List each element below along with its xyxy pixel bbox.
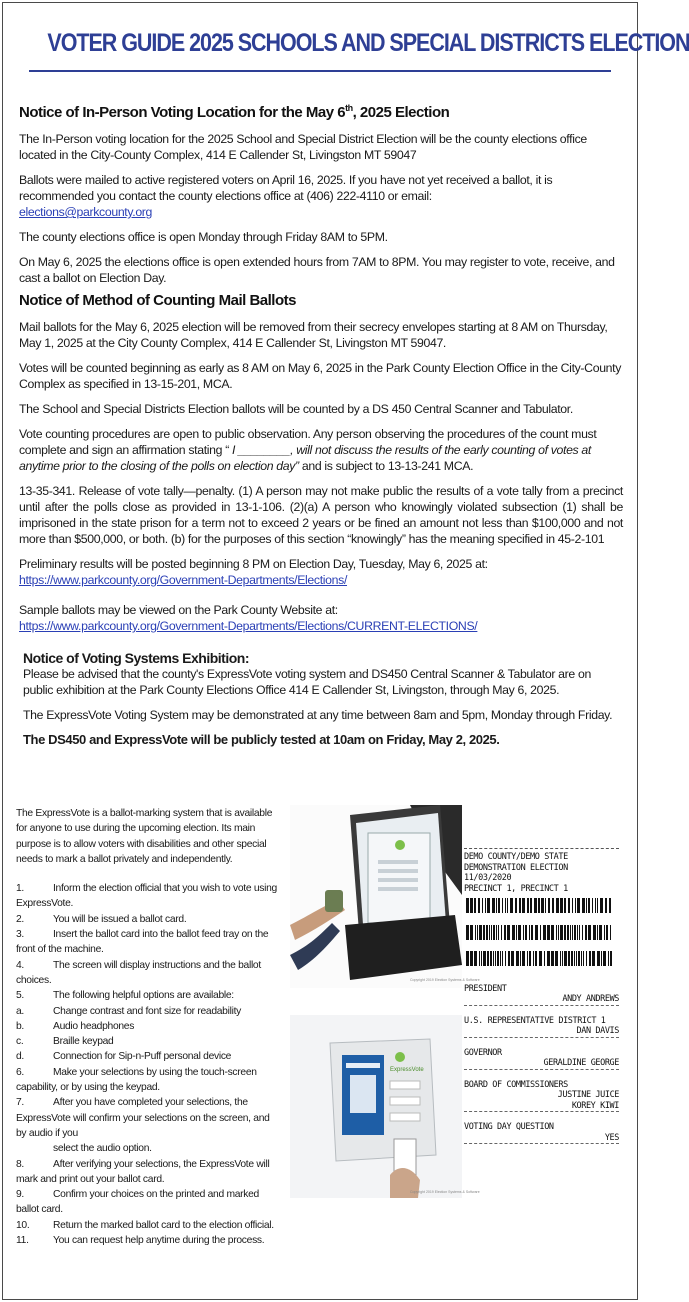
barcode-bar [512, 925, 515, 940]
barcode-bar [479, 951, 480, 966]
barcode-bar [599, 925, 602, 940]
step-number: d. [16, 1051, 24, 1063]
barcode-bar [558, 925, 559, 940]
barcode-bar [588, 898, 590, 913]
barcode-bar [592, 951, 595, 966]
barcode-bar [511, 951, 514, 966]
barcode-bar [497, 951, 499, 966]
barcode-bar [593, 925, 596, 940]
barcode-bar [482, 898, 483, 913]
photo-caption-2: Copyright 2019 Election Systems & Software [410, 1190, 480, 1194]
barcode-bar [466, 898, 469, 913]
barcode-bar [491, 925, 492, 940]
barcode-bar [572, 925, 573, 940]
barcode-bar [470, 925, 473, 940]
barcode-bar [477, 925, 478, 940]
step-item [16, 1187, 282, 1218]
ballot-header [464, 848, 619, 894]
step-number: 3. [16, 929, 24, 941]
barcode-bar [547, 951, 550, 966]
barcode-bar [492, 898, 495, 913]
header [3, 3, 689, 78]
barcode-1 [464, 898, 614, 913]
barcode-bar [564, 951, 567, 966]
barcode-bar [577, 898, 580, 913]
barcode-bar [474, 898, 476, 913]
barcode-bar [609, 898, 611, 913]
barcode-bar [586, 898, 587, 913]
sample-ballot-card [464, 848, 619, 1144]
step-number: 2. [16, 913, 24, 925]
barcode-bar [533, 951, 534, 966]
step-number: 10. [16, 1219, 30, 1231]
paragraph-observation: Vote counting procedures are open to public observation. Any person observing the procedures of the count must complete and sign an affirmation stating “ I ________, will not discuss the results of the early counting of votes at anytime prior to the closing of the polls on election day” and is subject to 13-13-241 MCA. [19, 427, 597, 473]
ballot-race [464, 1080, 619, 1113]
barcode-bar [498, 898, 500, 913]
barcode-bar [493, 951, 494, 966]
barcode-bar [527, 951, 528, 966]
barcode-bar [610, 925, 611, 940]
barcode-bar [577, 925, 578, 940]
step-text: Braille keypad [53, 1036, 114, 1048]
step-number: 11. [16, 1235, 29, 1247]
barcode-bar [510, 898, 513, 913]
barcode-bar [502, 951, 503, 966]
barcode-bar [543, 925, 546, 940]
barcode-bar [489, 925, 490, 940]
paragraph-scanner: The School and Special Districts Election ballots will be counted by a DS 450 Central Scanner and Tabulator. [19, 402, 573, 416]
voter-photo-illustration [290, 805, 480, 988]
step-number: a. [16, 1005, 24, 1017]
paragraph-extended-hours: On May 6, 2025 the elections office is open extended hours from 7AM to 8PM. You may register to vote, receive, and cast a ballot on Election Day. [19, 255, 615, 285]
barcode-bar [523, 925, 524, 940]
unit-photo-illustration [290, 1015, 480, 1198]
barcode-bar [567, 925, 569, 940]
step-item [16, 881, 282, 912]
step-text: Confirm your choices on the printed and marked ballot card. [16, 1189, 259, 1216]
paragraph-secrecy-envelopes: Mail ballots for the May 6, 2025 election will be removed from their secrecy envelopes starting at 8 AM on Thursday, May 1, 2025 at the City County Complex, 414 E Callender St, Livingston MT 59047. [19, 320, 608, 350]
paragraph-preliminary-results: Preliminary results will be posted beginning 8 PM on Election Day, Tuesday, May 6, 2025 at: https://www.parkcounty.org/Government-Departments/Elections/ [19, 557, 488, 587]
barcode-bar [486, 925, 488, 940]
race-choice: JUSTINE JUICE [557, 1090, 619, 1100]
barcode-bar [572, 898, 573, 913]
barcode-bar [556, 925, 557, 940]
photo-caption-1: Copyright 2019 Election Systems & Software [410, 978, 480, 982]
barcode-bar [605, 898, 607, 913]
paragraph-office-hours: The county elections office is open Monday through Friday 8AM to 5PM. [19, 230, 388, 244]
step-number: 8. [16, 1158, 24, 1170]
barcode-bar [564, 925, 566, 940]
barcode-bar [530, 898, 532, 913]
step-item [16, 1034, 282, 1049]
barcode-bar [515, 898, 517, 913]
step-text: After verifying your selections, the ExpressVote will mark and print out your ballot card. [16, 1158, 270, 1185]
paragraph-sample-ballots: Sample ballots may be viewed on the Park County Website at: https://www.parkcounty.org/Government-Departments/Elections/CURRENT-ELECTIONS/ [19, 603, 478, 633]
barcode-bar [562, 951, 563, 966]
barcode-bar [529, 951, 531, 966]
paragraph-count-start: Votes will be counted beginning as early as 8 AM on May 6, 2025 in the Park County Election Office in the City-County Complex as specified in 13-15-201, MCA. [19, 361, 622, 391]
current-elections-link[interactable]: https://www.parkcounty.org/Government-Departments/Elections/CURRENT-ELECTIONS/ [19, 619, 478, 633]
paragraph-public-test: The DS450 and ExpressVote will be publicly tested at 10am on Friday, May 2, 2025. [23, 732, 500, 747]
barcode-bar [601, 951, 602, 966]
barcode-bar [490, 951, 492, 966]
ballot-race [464, 1016, 619, 1038]
barcode-bar [483, 925, 485, 940]
step-item [16, 958, 282, 989]
elections-link[interactable]: https://www.parkcounty.org/Government-Departments/Elections/ [19, 573, 348, 587]
barcode-bar [504, 925, 506, 940]
ballot-race [464, 984, 619, 1006]
barcode-bar [574, 925, 576, 940]
barcode-bar [581, 951, 582, 966]
barcode-bar [529, 925, 530, 940]
exhibition-notice [23, 650, 623, 748]
expressvote-instructions [16, 806, 282, 1248]
brand-label: ExpressVote [390, 1067, 424, 1073]
step-text: You will be issued a ballot card. [53, 913, 187, 925]
expressvote-photo-voter [290, 805, 480, 988]
barcode-bar [560, 925, 563, 940]
barcode-bar [555, 951, 558, 966]
barcode-bar [582, 898, 585, 913]
page-title: VOTER GUIDE 2025 SCHOOLS AND SPECIAL DISTRICTS ELECTION [47, 29, 689, 57]
barcode-bar [519, 898, 521, 913]
barcode-bar [525, 925, 527, 940]
step-number: 5. [16, 990, 24, 1002]
step-number: 4. [16, 959, 24, 971]
expressvote-intro: The ExpressVote is a ballot-marking system that is available for anyone to use during the upcoming election. Its main purpose is to allow voters with disabilities and other special needs to mark a ballot privately and independently. [16, 808, 273, 865]
step-text: The following helpful options are available: [53, 990, 234, 1002]
barcode-bar [578, 951, 580, 966]
paragraph-demonstration: The ExpressVote Voting System may be demonstrated at any time between 8am and 5pm, Monday through Friday. [23, 708, 613, 722]
race-office: BOARD OF COMMISSIONERS [464, 1079, 568, 1090]
barcode-bar [531, 925, 533, 940]
title-underline [29, 70, 611, 72]
barcode-bar [498, 925, 499, 940]
barcode-bar [487, 951, 489, 966]
step-item [16, 1019, 282, 1034]
barcode-bar [589, 951, 591, 966]
step-item [16, 1233, 282, 1248]
barcode-bar [574, 951, 575, 966]
barcode-bar [507, 925, 510, 940]
barcode-bar [518, 925, 521, 940]
race-office: PRESIDENT [464, 983, 507, 994]
barcode-bar [483, 951, 486, 966]
barcode-bar [522, 898, 525, 913]
barcode-bar [496, 898, 497, 913]
ballot-line-election: DEMONSTRATION ELECTION [464, 862, 568, 873]
step-number: b. [16, 1020, 24, 1032]
barcode-bar [466, 925, 469, 940]
barcode-bar [493, 925, 495, 940]
barcode-bar [597, 925, 598, 940]
barcode-bar [478, 898, 480, 913]
email-link[interactable]: elections@parkcounty.org [19, 205, 153, 219]
barcode-bar [474, 951, 477, 966]
step-text: Make your selections by using the touch-screen capability, or by using the keypad. [16, 1066, 257, 1094]
step-text: Return the marked ballot card to the election official. [53, 1219, 274, 1231]
barcode-bar [485, 898, 486, 913]
barcode-bar [575, 898, 576, 913]
step-item [16, 1004, 282, 1019]
step-item [16, 988, 282, 1003]
barcode-bar [516, 951, 519, 966]
barcode-bar [535, 925, 538, 940]
barcode-bar [475, 925, 476, 940]
barcode-bar [568, 898, 570, 913]
step-item [16, 927, 282, 958]
step-text: Audio headphones [53, 1020, 135, 1032]
barcode-bar [606, 925, 608, 940]
barcode-bar [571, 951, 573, 966]
barcode-bar [579, 925, 580, 940]
barcode-bar [547, 925, 550, 940]
step-text: Connection for Sip-n-Puff personal device [53, 1051, 232, 1063]
race-choice: KOREY KIWI [571, 1100, 619, 1111]
barcode-bar [541, 898, 544, 913]
paragraph-exhibition: Please be advised that the county's ExpressVote voting system and DS450 Central Scanner & Tabulator are on public exhibition at the Park County Elections Office 414 E Callender St, Livingston, through May 6, 2025. [23, 667, 591, 697]
barcode-bar [582, 925, 583, 940]
barcode-bar [585, 925, 587, 940]
barcode-bar [479, 925, 482, 940]
step-item [16, 1049, 282, 1064]
barcode-bar [552, 898, 554, 913]
race-choice: GERALDINE GEORGE [543, 1058, 619, 1068]
barcode-bar [570, 925, 571, 940]
ballot-line-county: DEMO COUNTY/DEMO STATE [464, 852, 568, 862]
step-item [16, 1157, 282, 1188]
steps-list [16, 881, 282, 1248]
barcode-bar [535, 951, 537, 966]
barcode-bar [539, 951, 542, 966]
step-item [16, 912, 282, 927]
barcode-bar [551, 951, 554, 966]
race-choice: YES [604, 1132, 619, 1143]
barcode-2 [464, 925, 614, 940]
barcode-bar [560, 951, 561, 966]
barcode-bar [568, 951, 570, 966]
step-number: 6. [16, 1066, 24, 1078]
step-text: Inform the election official that you wish to vote using ExpressVote. [16, 883, 277, 910]
barcode-bar [495, 951, 496, 966]
barcode-bar [534, 898, 537, 913]
race-office: U.S. REPRESENTATIVE DISTRICT 1 [464, 1015, 606, 1026]
step-text: select the audio option. [53, 1143, 152, 1155]
step-number: 1. [16, 883, 24, 895]
barcode-bar [597, 898, 598, 913]
barcode-bar [551, 925, 554, 940]
ballot-line-date: 11/03/2020 [464, 873, 512, 883]
barcode-bar [538, 898, 540, 913]
step-text: Change contrast and font size for readability [53, 1005, 241, 1017]
barcode-bar [583, 951, 584, 966]
barcode-bar [466, 951, 469, 966]
barcode-bar [505, 951, 506, 966]
step-text: You can request help anytime during the process. [53, 1235, 265, 1247]
barcode-bar [527, 898, 529, 913]
step-text: After you have completed your selections, the ExpressVote will confirm your selections on the screen, and by audio if you [16, 1097, 270, 1139]
expressvote-photo-unit [290, 1015, 480, 1198]
heading-in-person-location: Notice of In-Person Voting Location for the May 6th, 2025 Election [19, 103, 450, 121]
barcode-bar [603, 951, 606, 966]
barcode-bar [595, 898, 596, 913]
barcode-bar [505, 898, 506, 913]
step-item [16, 1218, 282, 1233]
barcode-bar [597, 951, 600, 966]
barcode-bar [487, 898, 490, 913]
barcode-bar [540, 925, 541, 940]
ballot-race [464, 1048, 619, 1070]
barcode-bar [500, 951, 501, 966]
paragraph-release-penalty: 13-35-341. Release of vote tally—penalty. (1) A person may not make public the results of a vote tally from a precinct until after the polls close as provided in 13-1-106. (2)(a) A person who knowingly violated subsection (1) shall be imprisoned in the state prison for a term not to exceed 2 years or be fined an amount not less than $100,000 and not more than $500,000, or both. (b) for the purposes of this section “knowingly” has the meaning specified in 45-2-101 [19, 484, 623, 546]
notices [19, 100, 623, 757]
barcode-bar [501, 925, 502, 940]
barcode-bar [564, 898, 566, 913]
barcode-bar [586, 951, 587, 966]
step-item [16, 1095, 282, 1141]
barcode-bar [576, 951, 577, 966]
barcode-bar [470, 951, 473, 966]
barcode-bar [545, 898, 546, 913]
step-number: 9. [16, 1189, 24, 1201]
step-number: 7. [16, 1097, 24, 1109]
barcode-bar [548, 898, 550, 913]
barcode-bar [608, 951, 609, 966]
barcode-bar [522, 951, 525, 966]
step-number: c. [16, 1036, 24, 1048]
race-choice: ANDY ANDREWS [562, 994, 619, 1004]
step-text: The screen will display instructions and the ballot choices. [16, 959, 261, 986]
paragraph-location: The In-Person voting location for the 2025 School and Special District Election will be the county elections office located in the City-County Complex, 414 E Callender St, Livingston MT 59047 [19, 132, 587, 162]
barcode-bar [508, 951, 510, 966]
barcode-bar [592, 898, 593, 913]
barcode-bar [507, 898, 508, 913]
ballot-races [464, 984, 619, 1145]
step-text: Insert the ballot card into the ballot feed tray on the front of the machine. [16, 929, 269, 956]
barcode-bar [516, 925, 517, 940]
heading-counting-method: Notice of Method of Counting Mail Ballots [19, 292, 296, 309]
barcode-bar [604, 925, 605, 940]
barcode-bar [610, 951, 612, 966]
race-choice: DAN DAVIS [576, 1026, 619, 1036]
barcode-bar [600, 898, 603, 913]
barcode-bar [520, 951, 521, 966]
barcode-bar [502, 898, 503, 913]
step-item [16, 1141, 282, 1156]
barcode-bar [481, 951, 482, 966]
barcode-3 [464, 951, 614, 966]
barcode-bar [556, 898, 559, 913]
heading-exhibition: Notice of Voting Systems Exhibition: [23, 650, 249, 666]
barcode-bar [560, 898, 563, 913]
paragraph-ballots-mailed: Ballots were mailed to active registered voters on April 16, 2025. If you have not yet received a ballot, it is recommended you contact the county elections office at (406) 222-4110 or email: elections@parkcounty.org [19, 173, 553, 219]
race-office: VOTING DAY QUESTION [464, 1122, 554, 1132]
step-item [16, 1065, 282, 1096]
barcode-bar [588, 925, 591, 940]
race-office: GOVERNOR [464, 1047, 502, 1058]
barcode-bar [544, 951, 545, 966]
ballot-race [464, 1122, 619, 1144]
barcode-bar [470, 898, 473, 913]
ballot-line-precinct: PRECINCT 1, PRECINCT 1 [464, 883, 568, 894]
barcode-bar [496, 925, 497, 940]
